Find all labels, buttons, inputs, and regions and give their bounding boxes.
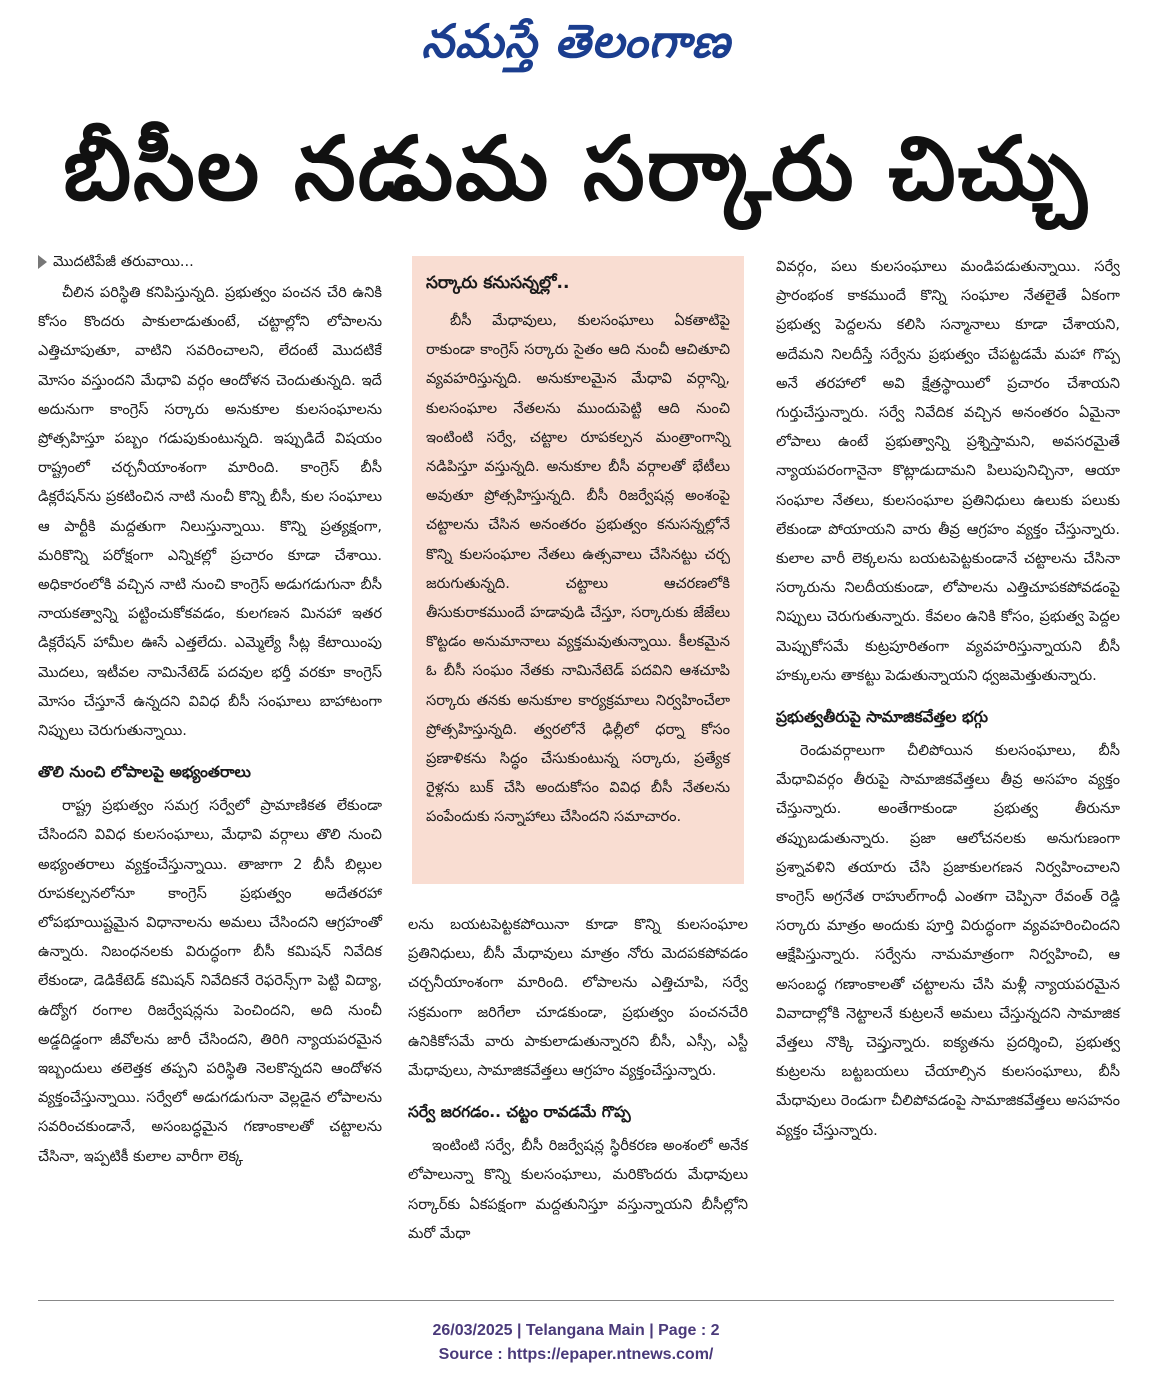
newspaper-masthead: నమస్తే తెలంగాణ [421, 14, 731, 68]
footer-date-page: 26/03/2025 | Telangana Main | Page : 2 [432, 1322, 720, 1339]
footer-divider [38, 1300, 1114, 1301]
sidebar-box-paragraph: బీసీ మేధావులు, కులసంఘాలు ఏకతాటిపై రాకుండా కాంగ్రెస్ సర్కారు సైతం ఆది నుంచీ ఆచితూచి వ్యవహరిస్తున్నది. అనుకూలమైన మేధావి వర్గాన్ని, కులసంఘాల నేతలను ముందుపెట్టి ఆది నుంచి ఇంటింటి సర్వే, చట్టాల రూపకల్పన మంత్రాంగాన్ని నడిపిస్తూ వస్తున్నది. అనుకూల బీసీ వర్గాలతో భేటీలు అవుతూ ప్రోత్సహిస్తున్నది. బీసీ రిజర్వేషన్ల అంశంపై చట్టాలను చేసిన అనంతరం ప్రభుత్వం కనుసన్నల్లోనే కొన్ని కులసంఘాల నేతలు ఉత్సవాలు చేసినట్టు చర్చ జరుగుతున్నది. చట్టాలు ఆచరణలోకి తీసుకురాకముందే హడావుడి చేస్తూ, సర్కారుకు జేజేలు కొట్టడం అనుమానాలు వ్యక్తమవుతున్నాయి. కీలకమైన ఓ బీసీ సంఘం నేతకు నామినేటెడ్ పదవిని ఆశచూపి సర్కారు తనకు అనుకూల కార్యక్రమాలు నిర్వహించేలా ప్రోత్సహిస్తున్నది. త్వరలోనే ఢిల్లీలో ధర్నా కోసం ప్రణాళికను సిద్ధం చేసుకుంటున్న సర్కారు, ప్రత్యేక రైళ్లను బుక్ చేసి అందుకోసం వివిధ బీసీ నేతలను పంపేందుకు సన్నాహాలు చేసిందని సమాచారం. [426, 312, 730, 826]
section-subheading: ప్రభుత్వతీరుపై సామాజికవేత్తల భగ్గు [776, 708, 988, 727]
continuation-kicker [38, 248, 382, 276]
article-paragraph: ఇంటింటి సర్వే, బీసీ రిజర్వేషన్ల స్థిరీకరణ అంశంలో అనేక లోపాలున్నా కొన్ని కులసంఘాలు, మరికొందరు మేధావులు సర్కార్‌కు ఏకపక్షంగా మద్దతునిస్తూ వస్తున్నాయని బీసీల్లోని మరో మేధా [408, 1137, 748, 1242]
article-column-3 [776, 252, 1120, 1145]
article-paragraph: రెండువర్గాలుగా చీలిపోయిన కులసంఘాలు, బీసీ మేధావివర్గం తీరుపై సామాజికవేత్తలు తీవ్ర అసహం వ్యక్తం చేస్తున్నారు. అంతేగాకుండా ప్రభుత్వ తీరునూ తప్పుబడుతున్నారు. ప్రజా ఆలోచనలకు అనుగుణంగా ప్రశ్నావళిని తయారు చేసి ప్రజాకులగణన నిర్వహించాలని కాంగ్రెస్ అగ్రనేత రాహుల్‌గాంధీ ఎంతగా చెప్పినా రేవంత్ రెడ్డి సర్కారు మాత్రం అందుకు పూర్తి విరుద్ధంగా వ్యవహరించిందని ఆక్షేపిస్తున్నారు. సర్వేను నామమాత్రంగా నిర్వహించి, ఆ అసంబద్ధ గణాంకాలతో చట్టాలను చేసి మళ్లీ న్యాయపరమైన వివాదాల్లోకి నెట్టాలనే కుట్రలనే అమలు చేస్తున్నదని సామాజిక వేత్తలు నొక్కి చెప్తున్నారు. ఐక్యతను ప్రదర్శించి, ప్రభుత్వ కుట్రలను బట్టబయలు చేయాల్సిన కులసంఘాలు, బీసీ మేధావులు రెండుగా చీలిపోవడంపై సామాజికవేత్తలు అసహనం వ్యక్తం చేస్తున్నారు. [776, 742, 1120, 1139]
article-paragraph: రాష్ట్ర ప్రభుత్వం సమగ్ర సర్వేలో ప్రామాణికత లేకుండా చేసిందని వివిధ కులసంఘాలు, మేధావి వర్గాలు తొలి నుంచి అభ్యంతరాలు వ్యక్తంచేస్తున్నాయి. తాజాగా 2 బీసీ బిల్లుల రూపకల్పనలోనూ కాంగ్రెస్ ప్రభుత్వం అదేతరహా లోపభూయిష్టమైన విధానాలను అమలు చేసిందని ఆగ్రహంతో ఉన్నారు. నిబంధనలకు విరుద్ధంగా బీసీ కమిషన్ నివేదిక లేకుండా, డెడికేటెడ్ కమిషన్ నివేదికనే రెఫరెన్స్‌గా పెట్టి విద్యా, ఉద్యోగ రంగాల రిజర్వేషన్లను పెంచిందని, అది నుంచీ అడ్డదిడ్డంగా జీవోలను జారీ చేసిందని, తిరిగి న్యాయపరమైన ఇబ్బందులు తలెత్తక తప్పని పరిస్థితి నెలకొన్నదని ఆందోళన వ్యక్తంచేస్తున్నాయి. సర్వేలో అడుగడుగునా వెల్లడైన లోపాలను సవరించకుండానే, అసంబద్ధమైన గణాంకాలతో చట్టాలను చేసినా, ఇప్పటికీ కులాల వారీగా లెక్క [38, 797, 382, 1165]
section-subheading: సర్వే జరగడం.. చట్టం రావడమే గొప్ప [408, 1103, 631, 1122]
sidebar-box [412, 256, 744, 884]
article-paragraph: లను బయటపెట్టకపోయినా కూడా కొన్ని కులసంఘాల ప్రతినిధులు, బీసీ మేధావులు మాత్రం నోరు మెదపకపోవడం చర్చనీయాంశంగా మారింది. లోపాలను ఎత్తిచూపి, సర్వే సక్రమంగా జరిగేలా చూడకుండా, ప్రభుత్వం పంచనచేరి ఉనికికోసమే వారు పాకులాడుతున్నారని బీసీ, ఎస్సీ, ఎస్టీ మేధావులు, సామాజికవేత్తలు ఆగ్రహం వ్యక్తంచేస్తున్నారు. [408, 916, 748, 1080]
arrow-right-icon [38, 255, 47, 269]
article-column-2 [408, 910, 748, 1248]
section-subheading: తొలి నుంచి లోపాలపై అభ్యంతరాలు [38, 763, 251, 782]
footer-source: Source : https://epaper.ntnews.com/ [438, 1346, 714, 1363]
article-paragraph: వివర్గం, పలు కులసంఘాలు మండిపడుతున్నాయి. సర్వే ప్రారంభంక కాకముందే కొన్ని సంఘాల నేతలైతే ఏకంగా ప్రభుత్వ పెద్దలను కలిసి సన్మానాలు కూడా చేశాయని, అదేమని నిలదీస్తే సర్వేను ప్రభుత్వం చేపట్టడమే మహా గొప్ప అనే తరహాలో అవి క్షేత్రస్థాయిలో ప్రచారం చేశాయని గుర్తుచేస్తున్నారు. సర్వే నివేదిక వచ్చిన అనంతరం ఏమైనా లోపాలు ఉంటే ప్రభుత్వాన్ని ప్రశ్నిస్తామని, అవసరమైతే న్యాయపరంగానైనా కొట్లాడుదామని పిలుపునిచ్చినా, ఆయా సంఘాల నేతలు, కులసంఘాల ప్రతినిధులు ఉలుకు పలుకు లేకుండా పోయాయని వారు తీవ్ర ఆగ్రహం వ్యక్తం చేస్తున్నారు. కులాల వారీ లెక్కలను బయటపెట్టకుండానే చట్టాలను చేసినా సర్కారును నిలదీయకుండా, లోపాలను ఎత్తిచూపకపోవడంపై నిప్పులు చెరుగుతున్నారు. కేవలం ఉనికి కోసం, ప్రభుత్వ పెద్దల మెప్పుకోసమే కుట్రపూరితంగా వ్యవహరిస్తున్నాయని బీసీ హక్కులను తాకట్టు పెడుతున్నాయని ధ్వజమెత్తుతున్నారు. [776, 258, 1120, 684]
kicker-text: మొదటిపేజీ తరువాయి... [53, 253, 194, 270]
article-headline: బీసీల నడుమ సర్కారు చిచ్చు [63, 117, 1089, 220]
sidebar-box-title: సర్కారు కనుసన్నల్లో.. [426, 273, 570, 293]
article-column-1 [38, 248, 382, 1171]
article-paragraph: చీలిన పరిస్థితి కనిపిస్తున్నది. ప్రభుత్వం పంచన చేరి ఉనికి కోసం కొందరు పాకులాడుతుంటే, చట్టాల్లోని లోపాలను ఎత్తిచూపుతూ, వాటిని సవరించాలని, లేదంటే మొదటికే మోసం వస్తుందని మేధావి వర్గం ఆందోళన చెందుతున్నది. ఇదే అదునుగా కాంగ్రెస్ సర్కారు అనుకూల కులసంఘాలను ప్రోత్సహిస్తూ పబ్బం గడుపుకుంటున్నది. ఇప్పుడిదే విషయం రాష్ట్రంలో చర్చనీయాంశంగా మారింది. కాంగ్రెస్ బీసీ డిక్లరేషన్‌ను ప్రకటించిన నాటి నుంచీ కొన్ని బీసీ, కుల సంఘాలు ఆ పార్టీకి మద్దతుగా నిలుస్తున్నాయి. కొన్ని ప్రత్యక్షంగా, మరికొన్ని పరోక్షంగా ఎన్నికల్లో ప్రచారం కూడా చేశాయి. అధికారంలోకి వచ్చిన నాటి నుంచి కాంగ్రెస్ అడుగడుగునా బీసీ నాయకత్వాన్ని పట్టించుకోకవడం, కులగణన మినహా ఇతర డిక్లరేషన్ హామీల ఊసే ఎత్తలేదు. ఎమ్మెల్యే సీట్ల కేటాయింపు మొదలు, ఇటీవల నామినేటెడ్ పదవుల భర్తీ వరకూ కాంగ్రెస్ మోసం చేస్తూనే ఉన్నదని వివిధ బీసీ సంఘాలు బాహాటంగా నిప్పులు చెరుగుతున్నాయి. [38, 284, 382, 740]
